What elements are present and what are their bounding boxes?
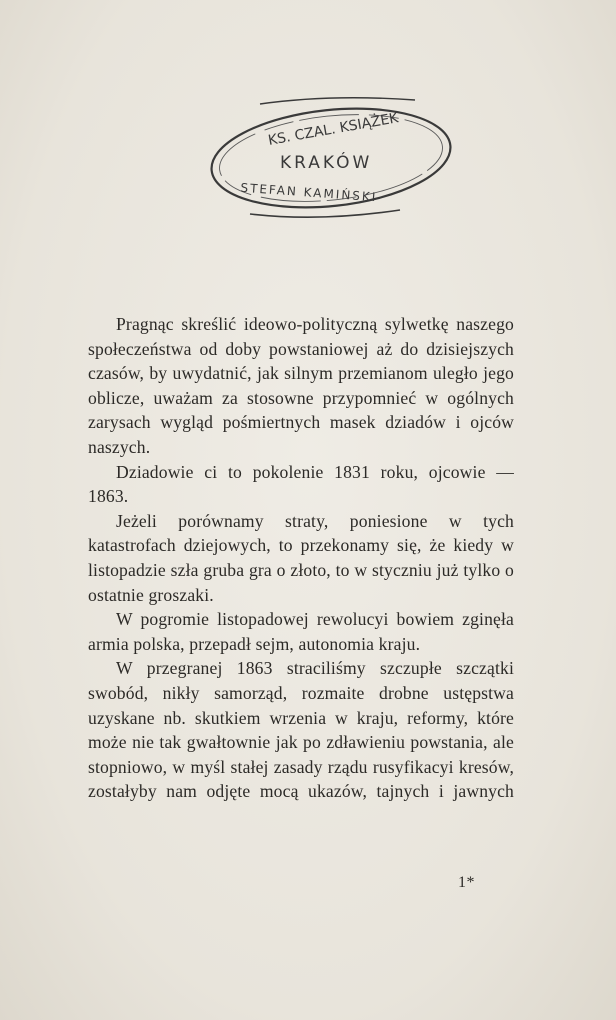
svg-text:STEFAN KAMIŃSKI: STEFAN KAMIŃSKI [240, 180, 378, 205]
paragraph-1: Pragnąc skreślić ideowo-polityczną sylwetkę naszego społeczeństwa od doby powstaniowej aż do dzisiejszych czasów, by uwydatnić, jak silnym przemianom uległo jego oblicze, uważam za stosowne przypomnieć w ogólnych zarysach wygląd pośmiertnych masek dziadów i ojców naszych. [88, 314, 514, 457]
paragraph-3: Jeżeli porównamy straty, poniesione w tych katastrofach dziejowych, to przekonamy się, że kiedy w listopadzie szła gruba gra o złoto, to w styczniu już tylko o ostatnie groszaki. [88, 510, 514, 605]
library-stamp [200, 88, 462, 228]
svg-text:KRAKÓW: KRAKÓW [280, 153, 373, 173]
paragraph-4: W pogromie listopadowej rewolucyi bowiem zginęła armia polska, przepadł sejm, autonomia kraju. [88, 609, 514, 654]
paragraph-2: Dziadowie ci to pokolenie 1831 roku, ojcowie — 1863. [88, 461, 514, 507]
svg-text:KS. CZAL. KSIĄŻEK: KS. CZAL. KSIĄŻEK [266, 110, 400, 149]
paragraph-5: W przegranej 1863 straciliśmy szczupłe szczątki swobód, nikły samorząd, rozmaite drobne ustępstwa uzyskane nb. skutkiem wrzenia w kraju, reformy, które może nie tak gwałtownie jak po zdławieniu powstania, ale stopniowo, w myśl stałej zasady rządu rusyfikacyi kresów, zostałyby nam odjęte mocą ukazów, tajnych i jawnych [88, 658, 514, 802]
printer-signature: 1* [458, 874, 475, 891]
main-text [88, 312, 514, 804]
stamp-graphic [200, 88, 462, 228]
